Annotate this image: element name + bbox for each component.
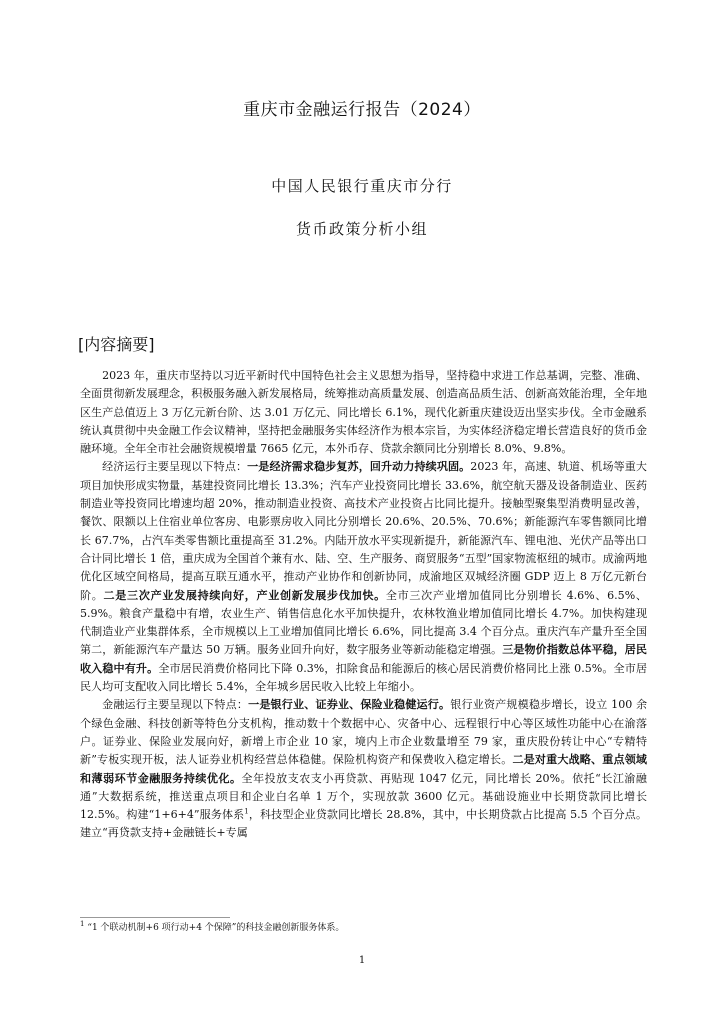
- key-point-heading: 二是对重大战略、重点领域和薄弱环节金融服务持续优化。: [80, 753, 647, 785]
- section-heading-summary: [内容摘要]: [78, 335, 155, 354]
- paragraph-text: 2023 年，高速、轨道、机场等重大项目加快形成实物量，基建投资同比增长 13.3%；汽车产业投资同比增长 33.6%，航空航天器及设备制造业、医药制造业等投资同比增速均超 20%，推动制造业投资、高技术产业投资占比同比提升。接触型聚集型消费明显改善，餐饮、限额以上住宿业单位客房、电影票房收入同比分别增长 20.6%、20.5%、70.6%；新能源汽车零售额同比增长 67.7%，占汽车类零售额比重提高至 31.2%。内陆开放水平实现新提升，新能源汽车、锂电池、光伏产品等出口合计同比增长 1 倍，重庆成为全国首个兼有水、陆、空、生产服务、商贸服务“五型”国家物流枢纽的城市。成渝两地优化区域空间格局，提高互联互通水平，推动产业协作和创新协同，成渝地区双城经济圈 GDP 迈上 8 万亿元新台阶。: [80, 460, 647, 602]
- paragraph-text: 银行业资产规模稳步增长，设立 100 余个绿色金融、科技创新等特色分支机构，推动数十个数据中心、灾备中心、远程银行中心等区域性功能中心在渝落户。证券业、保险业发展向好，新增上市企业 10 家，境内上市企业数量增至 79 家，重庆股份转让中心“专精特新”专板实现开板，法人证券业机构经营总体稳健。保险机构资产和保费收入稳定增长。: [80, 698, 647, 767]
- paragraph-lead: 经济运行主要呈现以下特点：: [102, 460, 248, 474]
- footnote: [80, 922, 647, 935]
- paragraph-text: 全市居民消费价格同比下降 0.3%，扣除食品和能源后的核心居民消费价格同比上涨 0.5%。全市居民人均可支配收入同比增长 5.4%，全年城乡居民收入比较上年缩小。: [80, 661, 647, 694]
- key-point-heading: 一是经济需求稳步复苏，回升动力持续巩固。: [247, 460, 471, 474]
- page-number: 1: [358, 955, 366, 966]
- paragraph-text: 2023 年，重庆市坚持以习近平新时代中国特色社会主义思想为指导，坚持稳中求进工作总基调，完整、准确、全面贯彻新发展理念，积极服务融入新发展格局，统筹推动高质量发展、创造高品质生活、创新高效能治理，全年地区生产总值迈上 3 万亿元新台阶、达 3.01 万亿元、同比增长 6.1%，现代化新重庆建设迈出坚实步伐。全市金融系统认真贯彻中央金融工作会议精神，坚持把金融服务实体经济作为根本宗旨，为实体经济稳定增长营造良好的货币金融环境。全年全市社会融资规模增量 7665 亿元，本外币存、贷款余额同比分别增长 8.0%、9.8%。: [80, 369, 647, 456]
- report-title: 重庆市金融运行报告（2024）: [243, 100, 481, 120]
- paragraph-text: 全市三次产业增加值同比分别增长 4.6%、6.5%、5.9%。粮食产量稳中有增，农业生产、销售信息化水平加快提升，农林牧渔业增加值同比增长 4.7%。加快构建现代制造业产业集群体系，全市规模以上工业增加值同比增长 6.6%，同比提高 3.4 个百分点。重庆汽车产量升至全国第二，新能源汽车产量达 50 万辆。服务业回升向好，数字服务业等新动能稳定增强。: [80, 588, 647, 657]
- paragraph-lead: 金融运行主要呈现以下特点：: [102, 698, 249, 712]
- key-point-heading: 二是三次产业发展持续向好，产业创新发展步伐加快。: [103, 588, 386, 602]
- author-organization: 中国人民银行重庆市分行: [271, 177, 453, 195]
- paragraph-economic-features: [80, 458, 647, 696]
- footnote-text: “1 个联动机制+6 项行动+4 个保障”的科技金融创新服务体系。: [87, 923, 345, 933]
- summary-body: [80, 367, 647, 843]
- key-point-heading: 一是银行业、证券业、保险业稳健运行。: [248, 698, 451, 712]
- footnote-divider: [80, 917, 230, 918]
- footnote-marker: 1: [80, 920, 85, 928]
- key-point-heading: 三是物价指数总体平稳，居民收入稳中有升。: [80, 643, 647, 675]
- paragraph-text: 全年投放支农支小再贷款、再贴现 1047 亿元，同比增长 20%。依托“长江渝融通”大数据系统，推送重点项目和企业白名单 1 万个，实现放款 3600 亿元。基础设施业中长期贷款同比增长 12.5%。构建“1+6+4”服务体系: [80, 771, 647, 822]
- author-group: 货币政策分析小组: [295, 220, 428, 238]
- paragraph-overview: [80, 367, 647, 458]
- footnote-reference[interactable]: 1: [244, 807, 249, 816]
- paragraph-financial-features: [80, 696, 647, 842]
- paragraph-text: ，科技型企业贷款同比增长 28.8%，其中，中长期贷款占比提高 5.5 个百分点。建立“再贷款支持+金融链长+专属: [80, 808, 647, 840]
